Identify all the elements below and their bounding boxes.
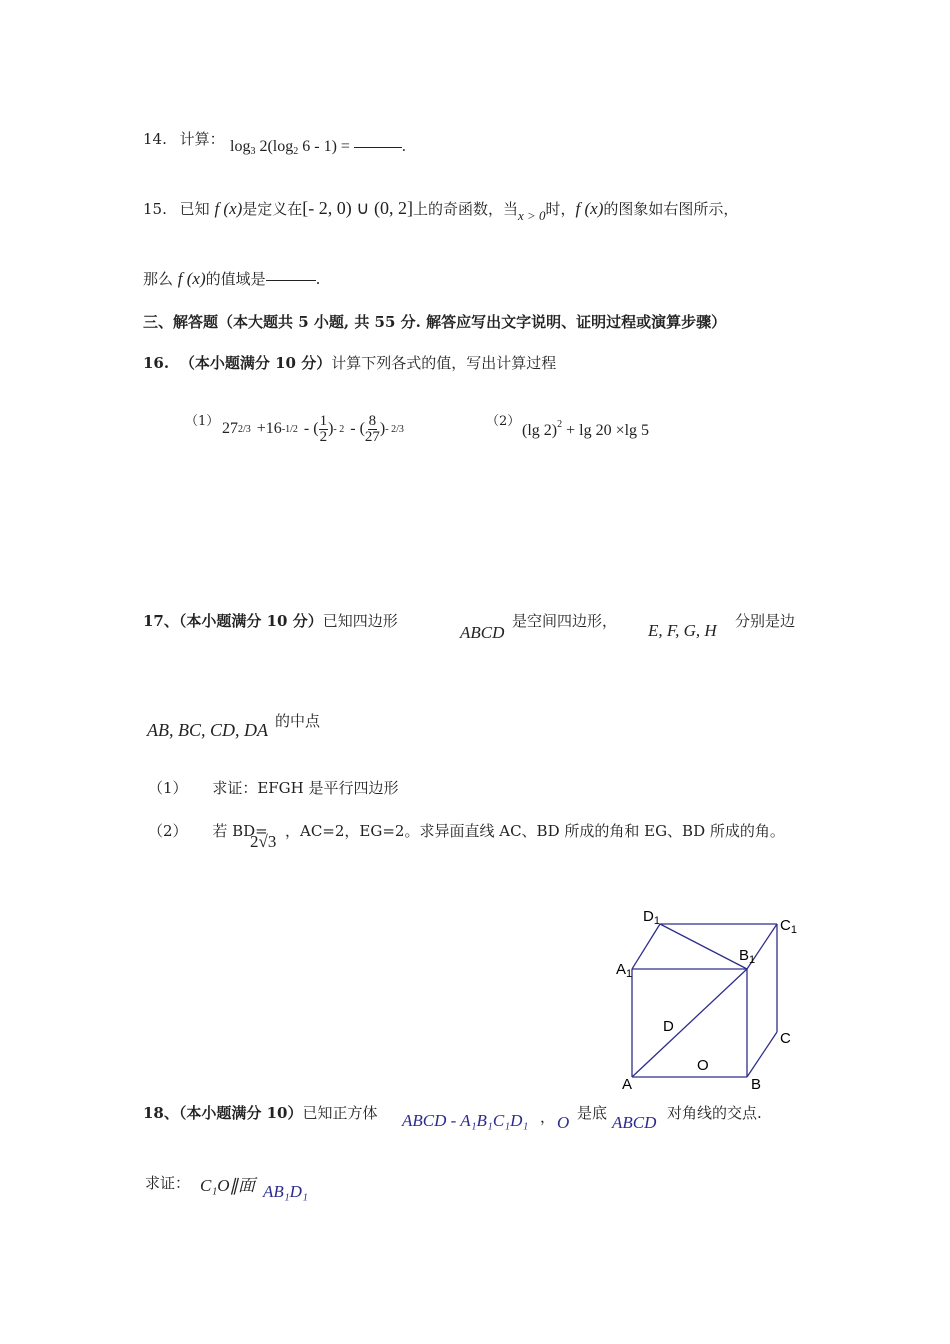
q18-comma: ， xyxy=(540,1108,556,1126)
q15-text-6: 那么 xyxy=(143,270,174,288)
q18-o: O xyxy=(557,1113,570,1132)
q18-text-3: 对角线的交点. xyxy=(667,1104,762,1122)
q16-number: 16. xyxy=(143,354,170,372)
q16-p1-frac1-num: 1 xyxy=(319,412,328,429)
q18-abcd: ABCD xyxy=(612,1113,657,1132)
q17-sub2-value: 2√3 xyxy=(250,832,277,851)
q14-log: log xyxy=(230,138,251,155)
diag-d1b1 xyxy=(660,924,747,969)
q17-edges: AB, BC, CD, DA xyxy=(147,720,268,740)
q14-log-base: 3 xyxy=(250,146,256,157)
q18-plane: AB₁D₁ xyxy=(263,1182,308,1201)
q16-part1-label: （1） xyxy=(185,414,220,429)
q15-text-3: 上的奇函数，当 xyxy=(412,200,518,218)
q17-score: （本小题满分 10 分） xyxy=(178,612,323,630)
q16-part2-label: （2） xyxy=(486,414,521,429)
q17-sub1 xyxy=(148,777,399,798)
q15-interval: [- 2, 0) ∪ (0, 2] xyxy=(302,198,413,218)
label-a: A xyxy=(622,1076,633,1093)
q16-p2-exp: 2 xyxy=(557,419,563,430)
q17-efgh: E, F, G, H xyxy=(648,621,717,640)
label-b: B xyxy=(751,1076,762,1093)
q16-part1-expression: 27 2/3 +16 -1/2 - ( $\frac{1}{2}$ ) - 2 - ( $\frac{8}{27}$ ) - 2/3 xyxy=(222,412,404,445)
q16-p1-fraction-2 xyxy=(365,414,380,445)
edge-a1d1 xyxy=(632,924,660,969)
q18-proof-statement: C₁O∥面 xyxy=(200,1176,256,1195)
q16-p1-exp-4: - 2/3 xyxy=(385,423,404,435)
q14-inner-base: 2 xyxy=(293,146,299,157)
q17-sub1-label: （1） xyxy=(148,779,188,797)
q16-p1-exp-3: - 2 xyxy=(333,423,345,435)
q17-number: 17、 xyxy=(143,612,179,630)
label-c1: $C_1$ xyxy=(780,917,797,936)
q18-proof-label: 求证： xyxy=(145,1174,191,1192)
diag-ab1 xyxy=(632,969,747,1077)
q15-fx-3: f (x) xyxy=(177,269,206,288)
label-b1: $B_1$ xyxy=(739,947,756,966)
q14-answer-blank[interactable] xyxy=(354,146,402,148)
q16-p1-exp-2: -1/2 xyxy=(281,423,298,435)
q15-text-1: 已知 xyxy=(179,200,210,218)
q16-part2-expression xyxy=(522,419,649,440)
q17-line1 xyxy=(143,610,398,631)
q18-number: 18、 xyxy=(143,1104,179,1122)
q16-text: 计算下列各式的值，写出计算过程 xyxy=(331,354,557,372)
label-c: C xyxy=(780,1030,791,1047)
q16-p1-frac2-den: 27 xyxy=(364,428,380,445)
q16-p1-frac1-den: 2 xyxy=(319,428,328,445)
q17-sub2-pre: 若 BD= xyxy=(212,822,268,840)
q15-text-2: 是定义在 xyxy=(242,200,303,218)
q16-line xyxy=(143,352,556,373)
q14-period: . xyxy=(401,138,406,155)
q17-sub2-label: （2） xyxy=(148,822,188,840)
q15-line2 xyxy=(143,268,320,289)
section3-title: 三、解答题（本大题共 5 小题, 共 55 分. 解答应写出文字说明、证明过程或演算步骤） xyxy=(143,313,727,331)
q17-sub2-post: ，AC=2，EG=2。求异面直线 AC、BD 所成的角和 EG、BD 所成的角。 xyxy=(285,822,785,840)
q16-p1-exp-1: 2/3 xyxy=(238,423,251,435)
q17-text-2: 是空间四边形， xyxy=(512,612,618,630)
q15-text-5: 的图象如右图所示， xyxy=(603,200,739,218)
q16-score: （本小题满分 10 分） xyxy=(179,354,332,372)
q17-text-4: 的中点 xyxy=(275,712,321,730)
q16-p2-term-1: (lg 2) xyxy=(522,422,558,439)
q16-p2-term-2: + lg 20 ×lg 5 xyxy=(566,422,650,439)
label-d1: $D_1$ xyxy=(643,908,660,927)
q15-condition: x > 0 xyxy=(517,208,546,223)
q15-answer-blank[interactable] xyxy=(266,279,316,281)
q14-line xyxy=(143,128,225,149)
q17-abcd: ABCD xyxy=(460,623,505,642)
q18-text-2: 是底 xyxy=(577,1104,608,1122)
q15-fx: f (x) xyxy=(214,199,243,218)
q14-label: 计算： xyxy=(179,130,225,148)
q18-line1 xyxy=(143,1102,378,1123)
q16-p1-minus-1: - ( xyxy=(303,420,319,437)
label-o: O xyxy=(697,1057,709,1074)
q18-score: （本小题满分 10） xyxy=(178,1104,303,1122)
q18-text-1: 已知正方体 xyxy=(302,1104,378,1122)
q16-p1-frac2-num: 8 xyxy=(368,412,377,429)
q14-inner-log: 2(log xyxy=(259,138,294,155)
q15-text-7: 的值域是 xyxy=(205,270,266,288)
cube-edges xyxy=(632,924,777,1077)
label-a1: $A_1$ xyxy=(616,961,633,980)
q15-text-4: 时， xyxy=(545,200,576,218)
edge-bc xyxy=(747,1032,777,1077)
q17-text-1: 已知四边形 xyxy=(322,612,398,630)
q17-text-3: 分别是边 xyxy=(735,612,796,630)
q14-expr-tail: 6 - 1) = xyxy=(302,138,350,155)
q16-p1-base-2: +16 xyxy=(256,420,282,437)
q14-expression xyxy=(230,138,406,157)
q17-sub1-text: 求证：EFGH 是平行四边形 xyxy=(212,779,399,797)
q15-line1 xyxy=(143,198,739,223)
q16-p1-base-1: 27 xyxy=(222,420,238,437)
label-d: D xyxy=(663,1018,674,1035)
q16-p1-minus-2: - ( xyxy=(350,420,365,437)
q14-number: 14. xyxy=(143,130,167,148)
q16-p1-fraction-1 xyxy=(319,414,329,445)
q15-fx-2: f (x) xyxy=(575,199,604,218)
q15-number: 15. xyxy=(143,200,167,218)
q15-period: . xyxy=(315,270,321,288)
cube-figure xyxy=(600,900,820,1100)
q18-cube-name: ABCD - A₁B₁C₁D₁ xyxy=(402,1111,529,1130)
